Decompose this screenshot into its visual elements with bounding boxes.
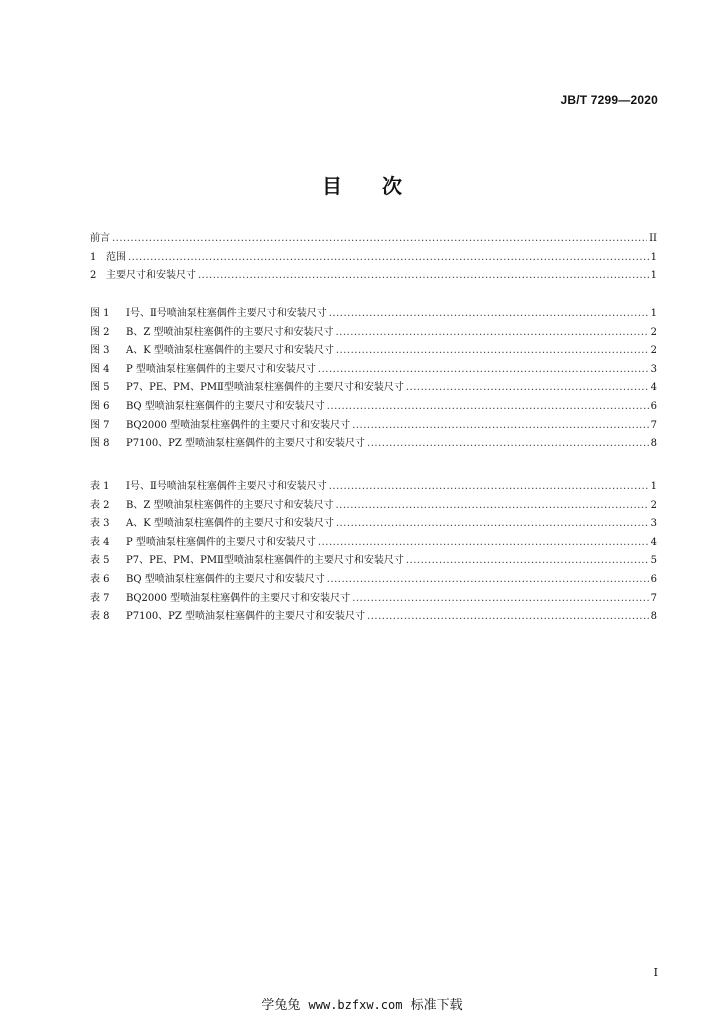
toc-entry-number: 表 8: [90, 611, 110, 623]
toc-entry-page: 8: [650, 611, 657, 623]
toc-entry-label: 主要尺寸和安装尺寸: [106, 270, 196, 282]
toc-entry-number: 表 6: [90, 573, 110, 585]
toc-entry-page: 3: [650, 363, 657, 375]
footer-brand: 学兔兔: [261, 998, 301, 1013]
toc-entry-number: 图 7: [90, 419, 110, 431]
toc-entry-page: 1: [650, 251, 657, 263]
toc-entry-number: 图 8: [90, 438, 110, 450]
leader-dots: [329, 478, 649, 497]
toc-tables: [90, 478, 657, 627]
page-number: I: [653, 966, 658, 979]
toc-entry-page: 2: [650, 499, 657, 511]
toc-figure-entry[interactable]: [90, 417, 657, 436]
toc-entry-dimensions[interactable]: [90, 267, 657, 286]
leader-dots: [329, 305, 649, 324]
toc-entry-page: 4: [650, 382, 657, 394]
toc-entry-number: 表 1: [90, 481, 110, 492]
toc-entry-label: A、K 型喷油泵柱塞偶件的主要尺寸和安装尺寸: [126, 518, 334, 530]
toc-entry-page: II: [649, 233, 657, 244]
toc-entry-number: 表 4: [90, 536, 110, 548]
toc-entry-number: 表 5: [90, 555, 110, 567]
toc-entry-page: 2: [650, 326, 657, 338]
leader-dots: [318, 361, 649, 380]
footer-site-link[interactable]: www.bzfxw.com: [308, 998, 403, 1012]
toc-entry-number: 图 6: [90, 400, 110, 412]
toc-figure-entry[interactable]: [90, 435, 657, 454]
toc-entry-label: BQ 型喷油泵柱塞偶件的主要尺寸和安装尺寸: [126, 573, 325, 585]
toc-table-entry[interactable]: [90, 497, 657, 516]
leader-dots: [335, 497, 648, 516]
toc-entry-number: 图 3: [90, 345, 110, 357]
toc-entry-page: 3: [650, 518, 657, 530]
toc-entry-number: 图 5: [90, 382, 110, 394]
toc-entry-label: P 型喷油泵柱塞偶件的主要尺寸和安装尺寸: [126, 536, 316, 548]
footer-tagline: 标准下载: [410, 998, 463, 1013]
toc-table-entry[interactable]: [90, 478, 657, 497]
toc-entry-label: BQ2000 型喷油泵柱塞偶件的主要尺寸和安装尺寸: [126, 592, 351, 604]
toc-entry-label: BQ2000 型喷油泵柱塞偶件的主要尺寸和安装尺寸: [126, 419, 351, 431]
toc-entry-number: 表 7: [90, 592, 110, 604]
toc-figures: [90, 305, 657, 454]
leader-dots: [198, 267, 649, 286]
toc-entry-number: 表 2: [90, 499, 110, 511]
page-title: [0, 170, 724, 199]
leader-dots: [112, 230, 647, 249]
leader-dots: [336, 515, 649, 534]
toc-figure-entry[interactable]: [90, 342, 657, 361]
toc-entry-number: 1: [90, 251, 97, 263]
leader-dots: [327, 571, 649, 590]
toc-entry-label: P7100、PZ 型喷油泵柱塞偶件的主要尺寸和安装尺寸: [126, 611, 366, 623]
toc-figure-entry[interactable]: [90, 379, 657, 398]
toc-entry-page: 6: [650, 400, 657, 412]
toc-entry-label: B、Z 型喷油泵柱塞偶件的主要尺寸和安装尺寸: [126, 326, 334, 338]
toc-figure-entry[interactable]: [90, 324, 657, 343]
toc-entry-label: BQ 型喷油泵柱塞偶件的主要尺寸和安装尺寸: [126, 400, 325, 412]
toc-entry-page: 1: [650, 308, 657, 319]
leader-dots: [336, 342, 649, 361]
toc-table-entry[interactable]: [90, 534, 657, 553]
toc-figure-entry[interactable]: [90, 305, 657, 324]
leader-dots: [128, 249, 649, 268]
leader-dots: [327, 398, 649, 417]
toc-entry-label: P 型喷油泵柱塞偶件的主要尺寸和安装尺寸: [126, 363, 316, 375]
toc-entry-number: 表 3: [90, 518, 110, 530]
toc-entry-label: 范围: [106, 251, 126, 263]
leader-dots: [367, 435, 649, 454]
leader-dots: [352, 417, 648, 436]
toc-entry-page: 7: [650, 592, 657, 604]
toc-entry-number: 图 1: [90, 308, 110, 319]
toc-entry-page: 2: [650, 345, 657, 357]
leader-dots: [335, 324, 648, 343]
toc-entry-label: Ⅰ号、Ⅱ号喷油泵柱塞偶件主要尺寸和安装尺寸: [126, 308, 327, 319]
toc-entry-number: 2: [90, 270, 97, 282]
leader-dots: [406, 379, 649, 398]
title-char-1: 目: [322, 174, 342, 198]
toc-entry-number: 图 2: [90, 326, 110, 338]
toc-entry-label: P7100、PZ 型喷油泵柱塞偶件的主要尺寸和安装尺寸: [126, 438, 366, 450]
toc-table-entry[interactable]: [90, 515, 657, 534]
toc-entry-page: 8: [650, 438, 657, 450]
toc-table-entry[interactable]: [90, 608, 657, 627]
toc-entry-page: 4: [650, 536, 657, 548]
toc-figure-entry[interactable]: [90, 398, 657, 417]
toc-entry-label: P7、PE、PM、PMⅡ型喷油泵柱塞偶件的主要尺寸和安装尺寸: [126, 382, 404, 394]
toc-entry-label: B、Z 型喷油泵柱塞偶件的主要尺寸和安装尺寸: [126, 499, 334, 511]
toc-entry-page: 5: [650, 555, 657, 567]
toc-table-entry[interactable]: [90, 552, 657, 571]
toc-entry-page: 1: [650, 270, 657, 282]
toc-entry-label: Ⅰ号、Ⅱ号喷油泵柱塞偶件主要尺寸和安装尺寸: [126, 481, 327, 492]
toc-entry-label: 前言: [90, 233, 110, 244]
toc-entry-page: 7: [650, 419, 657, 431]
footer-watermark: [0, 994, 724, 1013]
toc-figure-entry[interactable]: [90, 361, 657, 380]
leader-dots: [367, 608, 649, 627]
toc-entry-scope[interactable]: [90, 249, 657, 268]
toc-entry-foreword[interactable]: [90, 230, 657, 249]
toc-entry-label: A、K 型喷油泵柱塞偶件的主要尺寸和安装尺寸: [126, 345, 334, 357]
toc-entry-page: 1: [650, 481, 657, 492]
toc-entry-label: P7、PE、PM、PMⅡ型喷油泵柱塞偶件的主要尺寸和安装尺寸: [126, 555, 404, 567]
toc-entry-number: 图 4: [90, 363, 110, 375]
toc-table-entry[interactable]: [90, 590, 657, 609]
toc-table-entry[interactable]: [90, 571, 657, 590]
standard-code: JB/T 7299—2020: [560, 93, 658, 107]
leader-dots: [318, 534, 649, 553]
leader-dots: [406, 552, 649, 571]
toc-entry-page: 6: [650, 573, 657, 585]
title-char-2: 次: [382, 174, 402, 198]
leader-dots: [352, 590, 648, 609]
toc-sections: [90, 230, 657, 286]
